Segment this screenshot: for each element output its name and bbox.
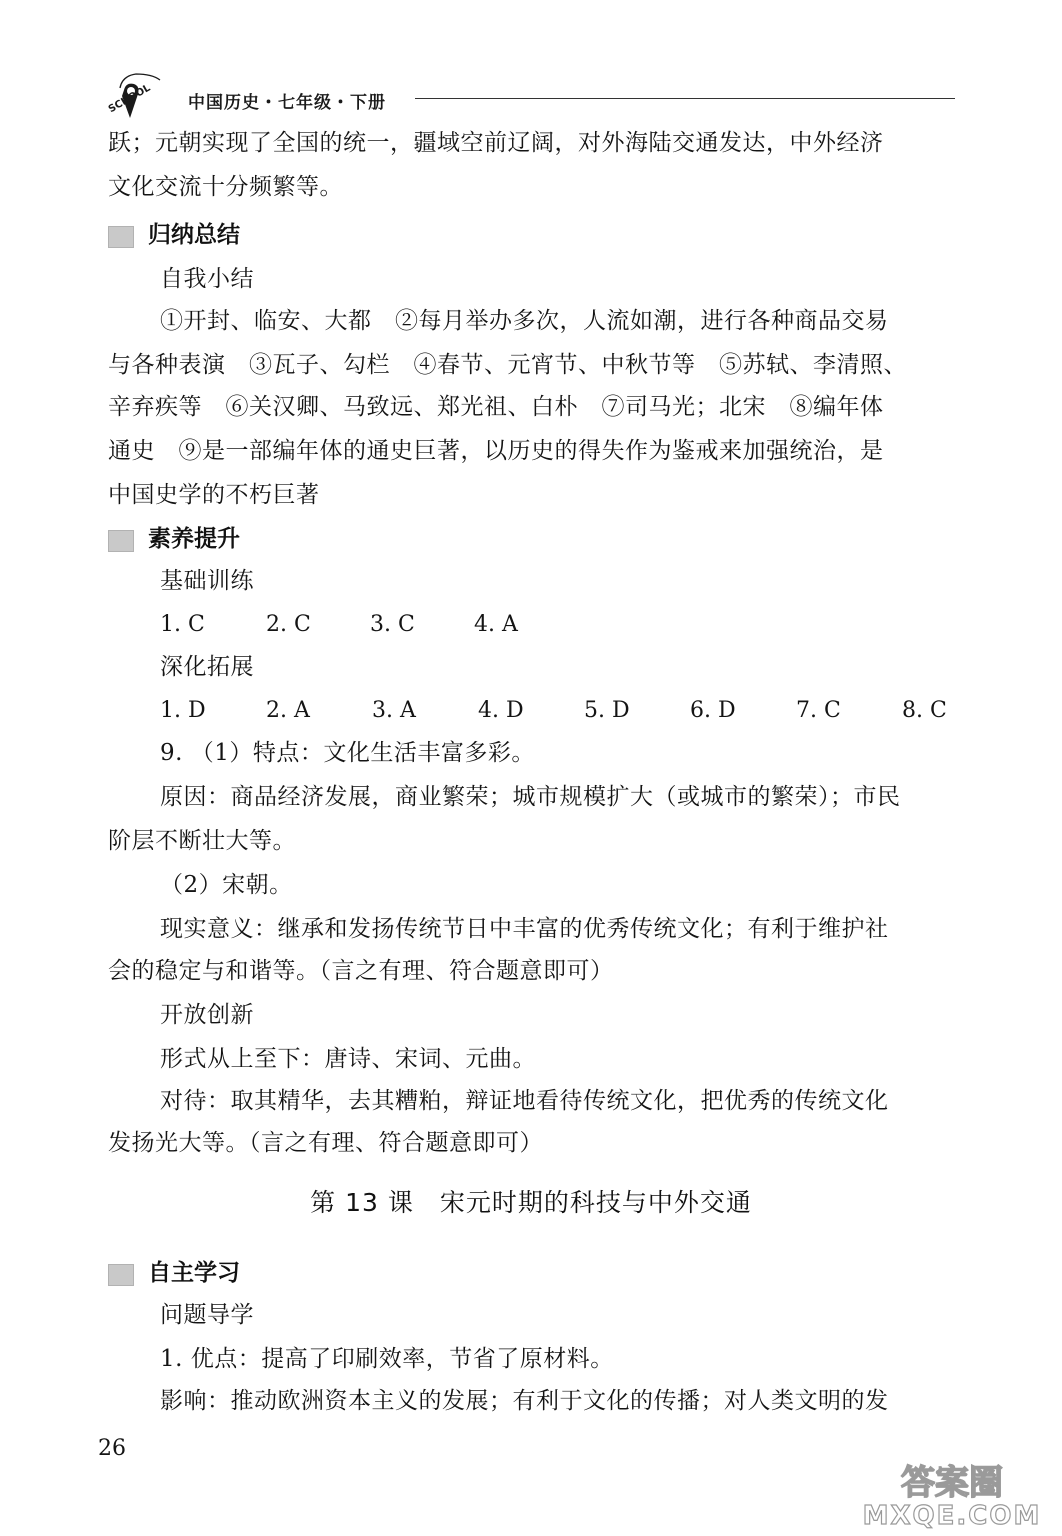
self-study-line: 1. 优点：提高了印刷效率，节省了原材料。 <box>160 1346 614 1372</box>
q9-line: （2）宋朝。 <box>160 872 293 898</box>
answer-item: 7. C <box>796 698 841 723</box>
q9-line: 现实意义：继承和发扬传统节日中丰富的优秀传统文化；有利于维护社 <box>160 916 889 942</box>
page-header <box>100 70 960 130</box>
answer-item: 3. A <box>372 698 416 723</box>
q9-line: 会的稳定与和谐等。（言之有理、符合题意即可） <box>108 958 614 984</box>
answer-item: 3. C <box>370 612 415 637</box>
header-rule <box>415 98 955 99</box>
answer-item: 6. D <box>690 698 736 723</box>
running-head: 中国历史・七年级・下册 <box>188 93 386 113</box>
open-line: 对待：取其精华，去其糟粕，辩证地看待传统文化，把优秀的传统文化 <box>160 1088 889 1114</box>
subheading-question-guide: 问题导学 <box>160 1302 254 1328</box>
answer-item: 8. C <box>902 698 947 723</box>
answer-item: 2. C <box>266 612 311 637</box>
summary-line: ①开封、临安、大都 ②每月举办多次，人流如潮，进行各种商品交易 <box>160 308 889 334</box>
answer-item: 2. A <box>266 698 310 723</box>
logo-text: SCHOOL <box>106 82 153 116</box>
answer-item: 4. D <box>478 698 524 723</box>
self-study-line: 影响：推动欧洲资本主义的发展；有利于文化的传播；对人类文明的发 <box>160 1388 889 1414</box>
answer-item: 1. C <box>160 612 205 637</box>
subheading-self-summary: 自我小结 <box>160 266 254 292</box>
section-title: 素养提升 <box>148 526 240 552</box>
q9-line: 9. （1）特点：文化生活丰富多彩。 <box>160 740 535 766</box>
page-number: 26 <box>98 1436 126 1461</box>
watermark-url: MXQE.COM <box>862 1501 1042 1530</box>
section-title: 归纳总结 <box>148 222 240 248</box>
answer-item: 4. A <box>474 612 518 637</box>
watermark-logo <box>852 1458 1052 1530</box>
summary-line: 中国史学的不朽巨著 <box>108 482 320 508</box>
subheading-deep-extension: 深化拓展 <box>160 654 254 680</box>
summary-line: 通史 ⑨是一部编年体的通史巨著，以历史的得失作为鉴戒来加强统治，是 <box>108 438 884 464</box>
section-marker-icon <box>108 530 134 552</box>
watermark-text: 答案圈 <box>901 1463 1003 1503</box>
subheading-basic-training: 基础训练 <box>160 568 254 594</box>
intro-line-2: 文化交流十分频繁等。 <box>108 174 343 200</box>
q9-line: 原因：商品经济发展，商业繁荣；城市规模扩大（或城市的繁荣）；市民 <box>160 784 901 810</box>
q9-line: 阶层不断壮大等。 <box>108 828 296 854</box>
school-logo-icon <box>100 70 172 130</box>
summary-line: 与各种表演 ③瓦子、勾栏 ④春节、元宵节、中秋节等 ⑤苏轼、李清照、 <box>108 352 907 378</box>
section-title: 自主学习 <box>148 1260 240 1286</box>
answer-item: 1. D <box>160 698 206 723</box>
lesson-title: 第 13 课 宋元时期的科技与中外交通 <box>310 1188 752 1217</box>
open-line: 形式从上至下：唐诗、宋词、元曲。 <box>160 1046 536 1072</box>
section-marker-icon <box>108 1264 134 1286</box>
subheading-open-innovation: 开放创新 <box>160 1002 254 1028</box>
answer-item: 5. D <box>584 698 630 723</box>
open-line: 发扬光大等。（言之有理、符合题意即可） <box>108 1130 543 1156</box>
section-marker-icon <box>108 226 134 248</box>
summary-line: 辛弃疾等 ⑥关汉卿、马致远、郑光祖、白朴 ⑦司马光；北宋 ⑧编年体 <box>108 394 884 420</box>
intro-line-1: 跃；元朝实现了全国的统一，疆域空前辽阔，对外海陆交通发达，中外经济 <box>108 130 884 156</box>
